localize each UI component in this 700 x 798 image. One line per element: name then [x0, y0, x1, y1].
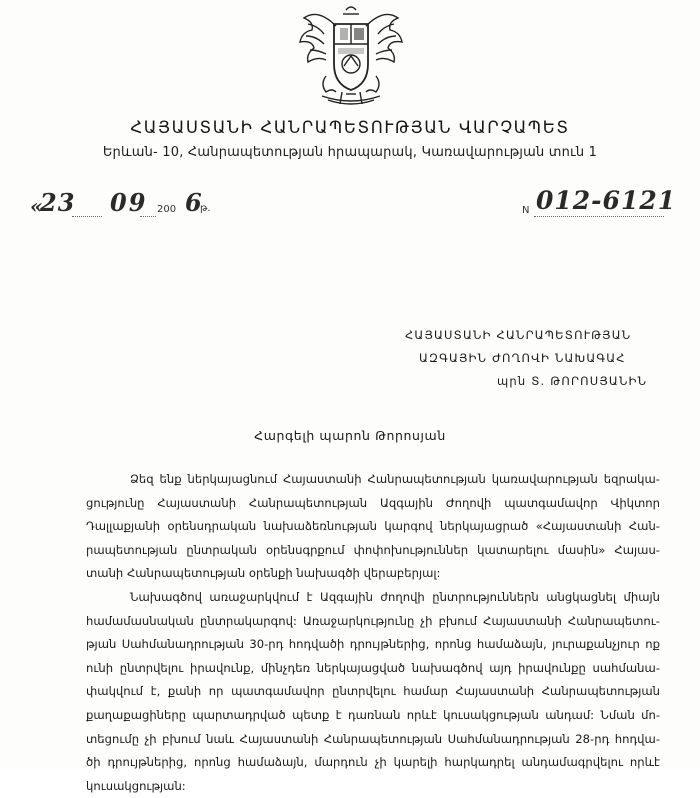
date-dotted-line [72, 216, 102, 217]
date-number-line [22, 188, 682, 228]
letter-body [86, 468, 660, 798]
government-address: Երևան- 10, Հանրապետության հրապարակ, Կառավարության տուն 1 [102, 145, 598, 160]
body-line: քաղաքացիները պարտադրված պետք է դառնան որևէ կուսակցության անդամ: Նման մո- [86, 707, 660, 722]
date-year-handwritten: 6 [185, 188, 202, 217]
body-line: թյան Սահմանադրության 30-րդ հոդվածի դրույթներից, որոնց համաձայն, յուրաքանչյուր ոք [86, 637, 660, 652]
paragraph-2 [86, 586, 660, 798]
salutation: Հարգելի պարոն Թորոսյան [254, 428, 446, 443]
date-month: 09 [110, 188, 148, 217]
date-day: 23 [40, 188, 76, 217]
document-number: 012-6121 [536, 186, 677, 215]
document-number-label: N [522, 205, 530, 216]
addressee-line: ԱԶԳԱՅԻՆ ԺՈՂՈՎԻ ՆԱԽԱԳԱՀ [419, 351, 626, 365]
body-line: կուսակցության: [86, 778, 186, 793]
date-year-printed: 200 [157, 204, 177, 215]
number-dotted-line [534, 216, 664, 217]
addressee-line: պրն Տ. ԹՈՐՈՍՅԱՆԻՆ [497, 374, 648, 388]
body-line: Դալլաքյանի օրենսդրական նախաձեռնության կարգով ներկայացրած «Հայաստանի Հան- [86, 519, 660, 534]
body-line: փակվում է, քանի որ պատգամավոր ընտրվելու համար Հայաստանի Հանրապետության [86, 684, 660, 699]
body-line: համամասնական ընտրակարգով: Առաջարկությունը չի բխում Հայաստանի Հանրապետու- [86, 613, 660, 628]
paragraph-1 [86, 468, 660, 586]
government-title: ՀԱՅԱՍՏԱՆԻ ՀԱՆՐԱՊԵՏՈՒԹՅԱՆ ՎԱՐՉԱՊԵՏ [130, 118, 570, 137]
body-line: ցությունը Հայաստանի Հանրապետության Ազգային Ժողովի պատգամավոր Վիկտոր [86, 495, 660, 510]
body-line: տանի Հանրապետության օրենքի նախագծի վերաբերյալ: [86, 566, 441, 581]
armenian-coat-of-arms-icon [296, 4, 406, 108]
addressee-line: ՀԱՅԱՍՏԱՆԻ ՀԱՆՐԱՊԵՏՈՒԹՅԱՆ [405, 328, 632, 342]
body-line: Նախագծով առաջարկվում է Ազգային ժողովի ընտրություններն անցկացնել միայն [130, 589, 660, 604]
body-line: ունի ընտրվելու իրավունք, մինչդեռ ներկայացված նախագծով այդ իրավունքը սահմանա- [86, 660, 660, 675]
date-year-suffix: թ. [200, 203, 211, 214]
date-dotted-line [140, 216, 156, 217]
body-line: տեցումը չի բխում նաև Հայաստանի Հանրապետության Սահմանադրության 28-րդ հոդվա- [86, 731, 660, 746]
body-line: ծի դրույթներից, որոնց համաձայն, մարդուն չի կարելի հարկադրել անդամագրվելու որևէ [86, 755, 660, 770]
body-line: Ձեզ ենք ներկայացնում Հայաստանի Հանրապետության կառավարության եզրակա- [130, 472, 660, 486]
addressee-block [405, 324, 695, 393]
body-line: րապետության ընտրական օրենսգրքում փոփոխություններ կատարելու մասին» Հայաս- [86, 542, 660, 557]
date-open-quote: « [30, 194, 43, 218]
